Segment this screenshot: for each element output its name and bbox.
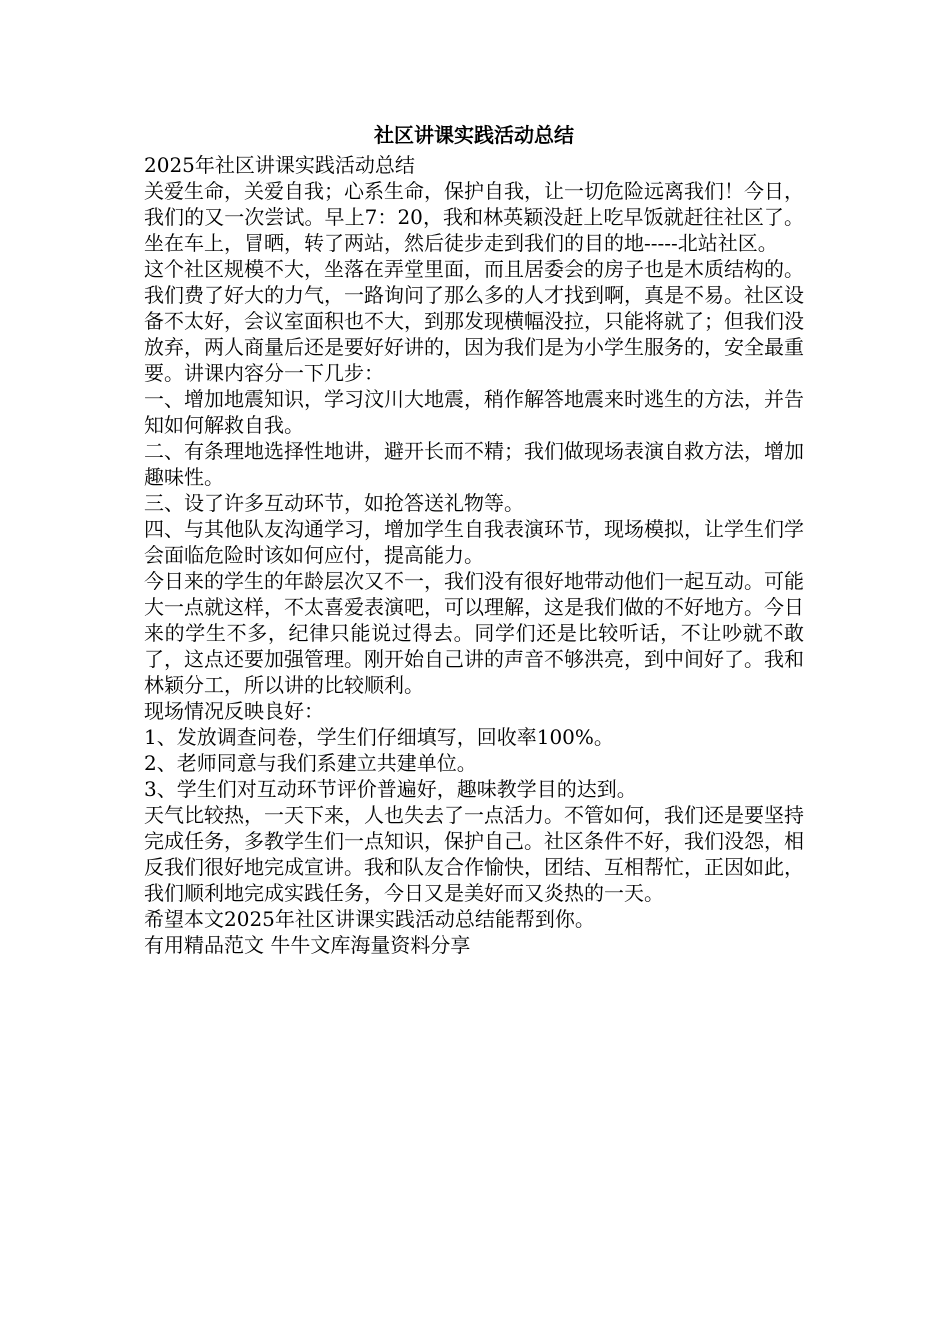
list-item-feedback-2: 2、老师同意与我们系建立共建单位。 xyxy=(144,751,477,775)
document-title: 社区讲课实践活动总结 xyxy=(374,123,574,147)
list-item-step-2: 二、有条理地选择性地讲，避开长而不精；我们做现场表演自救方法，增加趣味性。 xyxy=(144,439,804,489)
subtitle-line: 2025年社区讲课实践活动总结 xyxy=(144,153,415,177)
list-item-step-1: 一、增加地震知识，学习汶川大地震，稍作解答地震来时逃生的方法，并告知如何解救自我。 xyxy=(144,387,804,437)
paragraph-conclusion: 天气比较热，一天下来，人也失去了一点活力。不管如何，我们还是要坚持完成任务，多教学生们一点知识，保护自己。社区条件不好，我们没怨，相反我们很好地完成宣讲。我和队友合作愉快，团结、互相帮忙，正因如此，我们顺利地完成实践任务，今日又是美好而又炎热的一天。 xyxy=(144,803,804,905)
list-item-feedback-1: 1、发放调查问卷，学生们仔细填写，回收率100%。 xyxy=(144,725,614,749)
list-item-step-4: 四、与其他队友沟通学习，增加学生自我表演环节，现场模拟，让学生们学会面临危险时该如何应付，提高能力。 xyxy=(144,517,804,567)
list-item-step-3: 三、设了许多互动环节，如抢答送礼物等。 xyxy=(144,491,524,515)
paragraph-community: 这个社区规模不大，坐落在弄堂里面，而且居委会的房子也是木质结构的。我们费了好大的力气，一路询问了那么多的人才找到啊，真是不易。社区设备不太好，会议室面积也不大，到那发现横幅没拉，只能将就了；但我们没放弃，两人商量后还是要好好讲的，因为我们是为小学生服务的，安全最重要。讲课内容分一下几步： xyxy=(144,257,804,385)
paragraph-reflection: 今日来的学生的年龄层次又不一，我们没有很好地带动他们一起互动。可能大一点就这样，不太喜爱表演吧，可以理解，这是我们做的不好地方。今日来的学生不多，纪律只能说过得去。同学们还是比较听话，不让吵就不敢了，这点还要加强管理。刚开始自己讲的声音不够洪亮，到中间好了。我和林颖分工，所以讲的比较顺利。 xyxy=(144,569,804,697)
closing-line: 希望本文2025年社区讲课实践活动总结能帮到你。 xyxy=(144,907,595,931)
list-item-feedback-3: 3、学生们对互动环节评价普遍好，趣味教学目的达到。 xyxy=(144,777,637,801)
paragraph-intro: 关爱生命，关爱自我；心系生命，保护自我，让一切危险远离我们！今日，我们的又一次尝试。早上7：20，我和林英颖没赶上吃早饭就赶往社区了。坐在车上，冒晒，转了两站，然后徒步走到我们的目的地-----北站社区。 xyxy=(144,179,804,255)
footer-line: 有用精品范文 牛牛文库海量资料分享 xyxy=(144,933,471,957)
paragraph-feedback-heading: 现场情况反映良好： xyxy=(144,699,324,723)
document-page xyxy=(144,120,804,958)
